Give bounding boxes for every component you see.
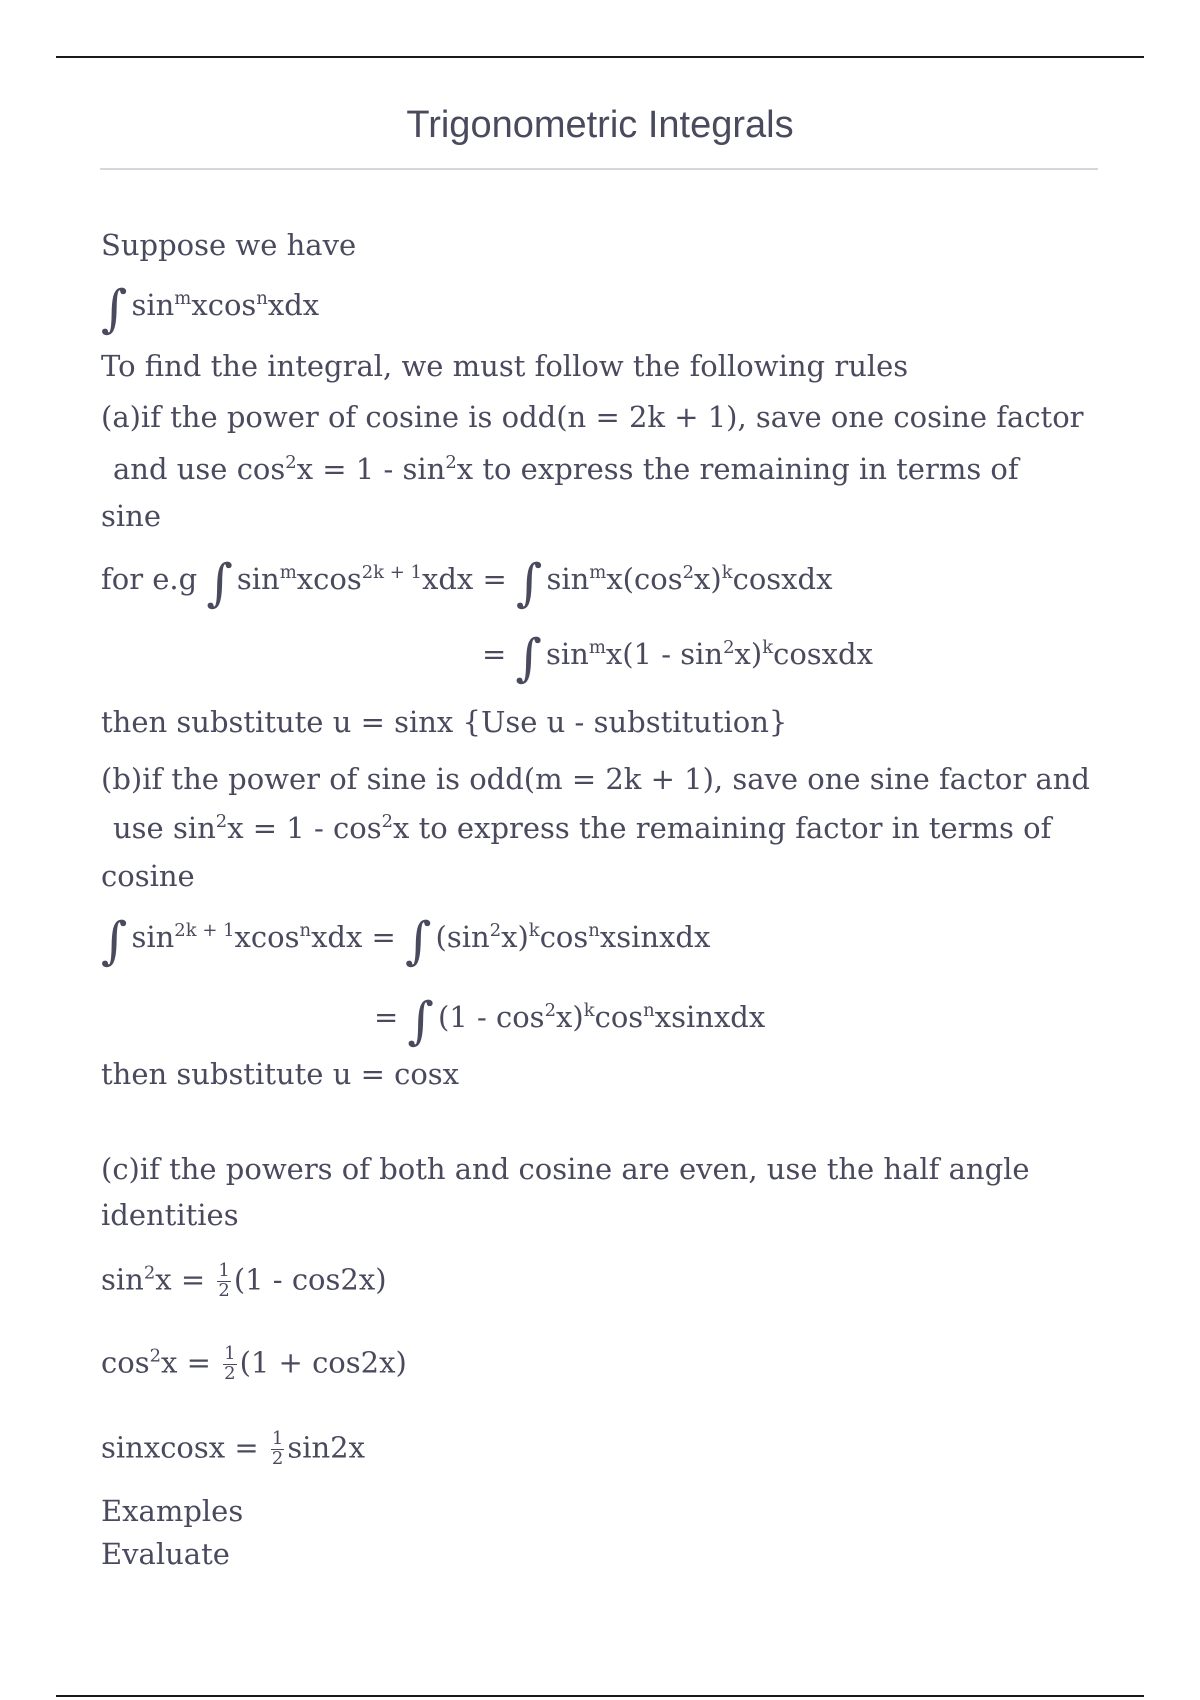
bottom-rule [56,1695,1144,1697]
rule-b-line1: (b)if the power of sine is odd(m = 2k + 1), save one sine factor and [101,762,1090,796]
intro-text: Suppose we have [101,228,357,262]
rule-a-substitute: then substitute u = sinx {Use u - substitution} [101,705,788,739]
rule-b-line2: use $\sin^2x = 1 - \cos^2x$ to express the remaining factor in terms of [113,811,1052,845]
fraction-half: $\frac{1}{2}$ [224,1343,236,1384]
integral-sign: ∫ [405,911,432,971]
evaluate-text: Evaluate [101,1537,230,1571]
rule-a-example-line2: = ∫ $\sin^mx(1$ - $\sin^2x)^kcosxdx$ [482,628,873,688]
rule-b-example-line1: ∫ $\sin^{2k + 1}xcos^nxdx$ = ∫ $(\sin^2x)^k\cos^nxsinxdx$ [101,911,711,971]
fraction-half: $\frac{1}{2}$ [218,1260,230,1301]
rule-b-example-line2: = ∫ $(1 - \cos^2x)^k\cos^nxsinxdx$ [374,991,766,1051]
integral-sign: ∫ [407,991,434,1051]
page-title: Trigonometric Integrals [406,104,794,146]
rule-c-line2: identities [101,1198,239,1232]
identity-sin-squared: $\sin^2x$ = $\frac{1}{2}$ (1 - cos2x) [101,1260,387,1301]
integral-sign: ∫ [101,279,128,339]
examples-heading: Examples [101,1494,244,1528]
rule-a-line2: and use $\cos^2x = 1 - \sin^2x$ to express the remaining in terms of [113,452,1019,486]
integral-sign: ∫ [101,911,128,971]
fraction-half: $\frac{1}{2}$ [271,1428,284,1469]
integral-sign: ∫ [515,553,543,613]
top-rule [56,56,1144,58]
integral-sign: ∫ [206,553,233,613]
integral-sign: ∫ [515,628,542,688]
rule-a-line1: (a)if the power of cosine is odd(n = 2k + 1), save one cosine factor [101,400,1084,434]
rule-c-line1: (c)if the powers of both and cosine are even, use the half angle [101,1152,1030,1186]
rule-a-example-line1: for e.g ∫ $\sin^mxcos^{2k + 1}xdx$ = ∫ $\sin^mx(\cos^2x)^kcosxdx$ [101,553,833,613]
rules-intro: To find the integral, we must follow the following rules [101,349,909,383]
rule-b-substitute: then substitute u = cosx [101,1057,460,1091]
rule-b-line3: cosine [101,859,195,893]
title-divider [100,168,1098,170]
rule-a-line3: sine [101,499,161,533]
identity-cos-squared: $\cos^2x$ = $\frac{1}{2}$ (1 + cos2x) [101,1343,407,1384]
general-integral: ∫ $\sin^mxcos^nxdx$ [101,279,320,339]
identity-sin-cos: sinxcosx = $\frac{1}{2}$ sin2x [101,1428,365,1469]
